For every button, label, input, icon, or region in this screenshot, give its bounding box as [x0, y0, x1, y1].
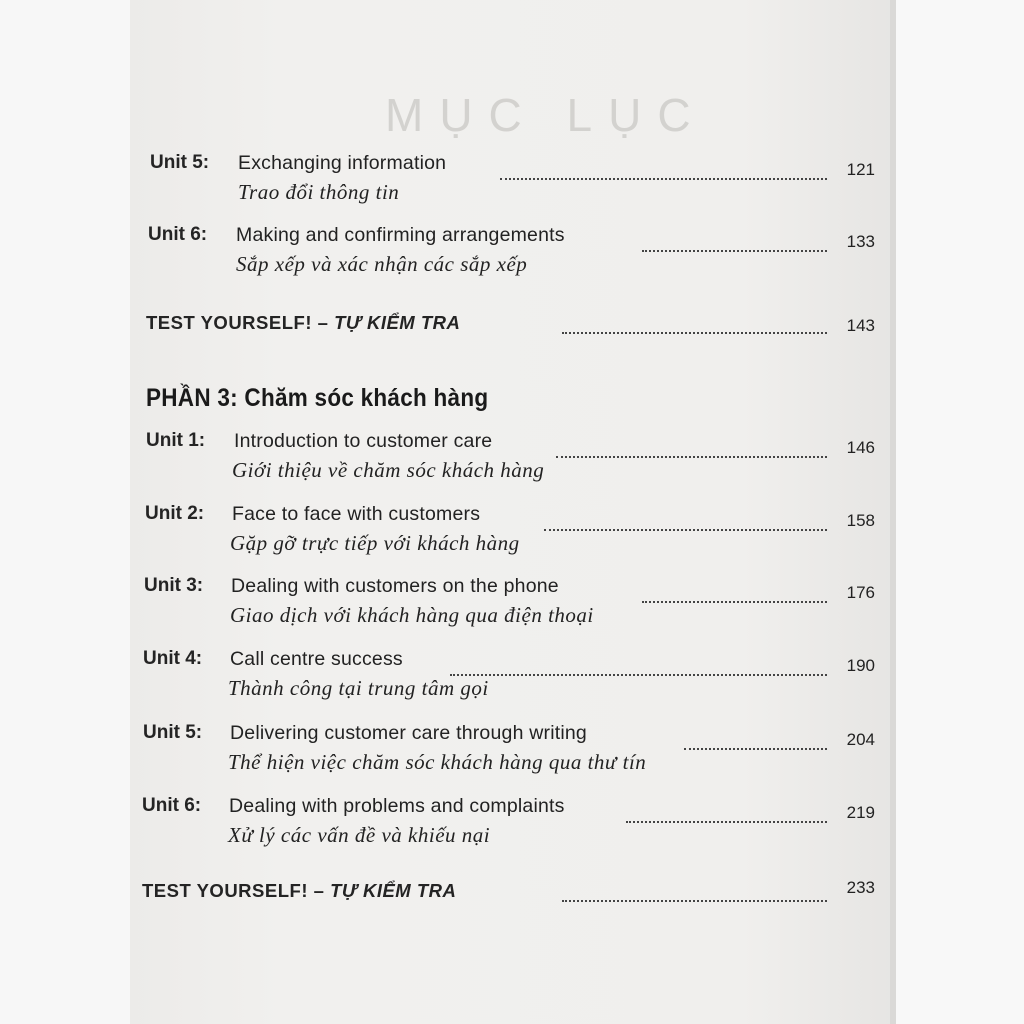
toc-entry: [130, 224, 875, 284]
toc-entry: [130, 152, 875, 212]
test-yourself-label: [146, 312, 460, 334]
page-number: 121: [846, 160, 875, 179]
unit-number: Unit 2:: [145, 503, 205, 524]
unit-number: Unit 1:: [146, 430, 206, 451]
toc-entry: [130, 648, 875, 708]
unit-title-vi: Gặp gỡ trực tiếp với khách hàng: [230, 531, 520, 555]
page-number: 219: [846, 803, 875, 822]
page-number: 190: [846, 656, 875, 675]
toc-entry-row: [130, 152, 875, 178]
unit-title-vi: Xử lý các vấn đề và khiếu nại: [228, 823, 491, 847]
dot-leader: [450, 648, 827, 676]
toc-entry-row: [130, 648, 875, 674]
dot-leader: [562, 306, 827, 334]
toc-entry: [130, 722, 875, 782]
toc-entry-row: [130, 722, 875, 748]
test-separator: –: [317, 312, 329, 333]
test-yourself-entry: [130, 880, 875, 910]
background-left: [0, 0, 130, 1024]
page-number: 133: [846, 232, 875, 251]
unit-number: Unit 3:: [144, 575, 204, 596]
test-yourself-entry: [130, 312, 875, 342]
toc-entry-row: [130, 503, 875, 529]
unit-title-en: Making and confirming arrangements: [236, 224, 565, 246]
toc-entry: [130, 503, 875, 563]
dot-leader: [684, 722, 827, 750]
test-label-vi: TỰ KIỂM TRA: [334, 312, 461, 333]
dot-leader: [642, 575, 827, 603]
dot-leader: [544, 503, 827, 531]
toc-entry: [130, 430, 875, 490]
unit-title-vi: Giao dịch với khách hàng qua điện thoại: [230, 603, 594, 627]
unit-title-en: Delivering customer care through writing: [230, 722, 587, 744]
unit-number: Unit 4:: [143, 648, 203, 669]
section-heading: PHẦN 3: Chăm sóc khách hàng: [146, 384, 489, 412]
unit-title-vi: Thành công tại trung tâm gọi: [228, 676, 489, 700]
dot-leader: [562, 874, 827, 902]
page-number: 143: [846, 316, 875, 335]
unit-number: Unit 6:: [142, 795, 202, 816]
dot-leader: [556, 430, 827, 458]
toc-entry-row: [130, 575, 875, 601]
unit-title-vi: Trao đổi thông tin: [238, 180, 400, 204]
unit-number: Unit 6:: [148, 224, 208, 245]
unit-number: Unit 5:: [150, 152, 210, 173]
unit-title-en: Call centre success: [230, 648, 403, 670]
page-number: 146: [846, 438, 875, 457]
unit-title-en: Face to face with customers: [232, 503, 481, 525]
dot-leader: [642, 224, 827, 252]
unit-title-vi: Thể hiện việc chăm sóc khách hàng qua thư tín: [228, 750, 647, 774]
toc-entry: [130, 575, 875, 635]
test-yourself-label: [142, 880, 456, 902]
toc-entry-row: [130, 224, 875, 250]
show-through-title: MỤC LỤC: [385, 89, 707, 141]
page-number: 233: [846, 878, 875, 897]
page-number: 158: [846, 511, 875, 530]
unit-title-en: Dealing with customers on the phone: [231, 575, 559, 597]
background-right: [896, 0, 1024, 1024]
toc-entry-row: [130, 430, 875, 456]
book-page: [130, 0, 896, 1024]
unit-title-en: Exchanging information: [238, 152, 447, 174]
unit-number: Unit 5:: [143, 722, 203, 743]
unit-title-en: Introduction to customer care: [234, 430, 493, 452]
test-label-vi: TỰ KIỂM TRA: [330, 880, 457, 901]
dot-leader: [626, 795, 827, 823]
page-number: 204: [846, 730, 875, 749]
toc-entry-row: [130, 795, 875, 821]
test-label-en: TEST YOURSELF!: [142, 880, 308, 901]
dot-leader: [500, 152, 827, 180]
test-label-en: TEST YOURSELF!: [146, 312, 312, 333]
toc-entry: [130, 795, 875, 855]
unit-title-vi: Sắp xếp và xác nhận các sắp xếp: [236, 252, 528, 276]
table-of-contents: [130, 0, 896, 1024]
page-number: 176: [846, 583, 875, 602]
unit-title-vi: Giới thiệu về chăm sóc khách hàng: [232, 458, 545, 482]
test-separator: –: [313, 880, 325, 901]
unit-title-en: Dealing with problems and complaints: [229, 795, 565, 817]
